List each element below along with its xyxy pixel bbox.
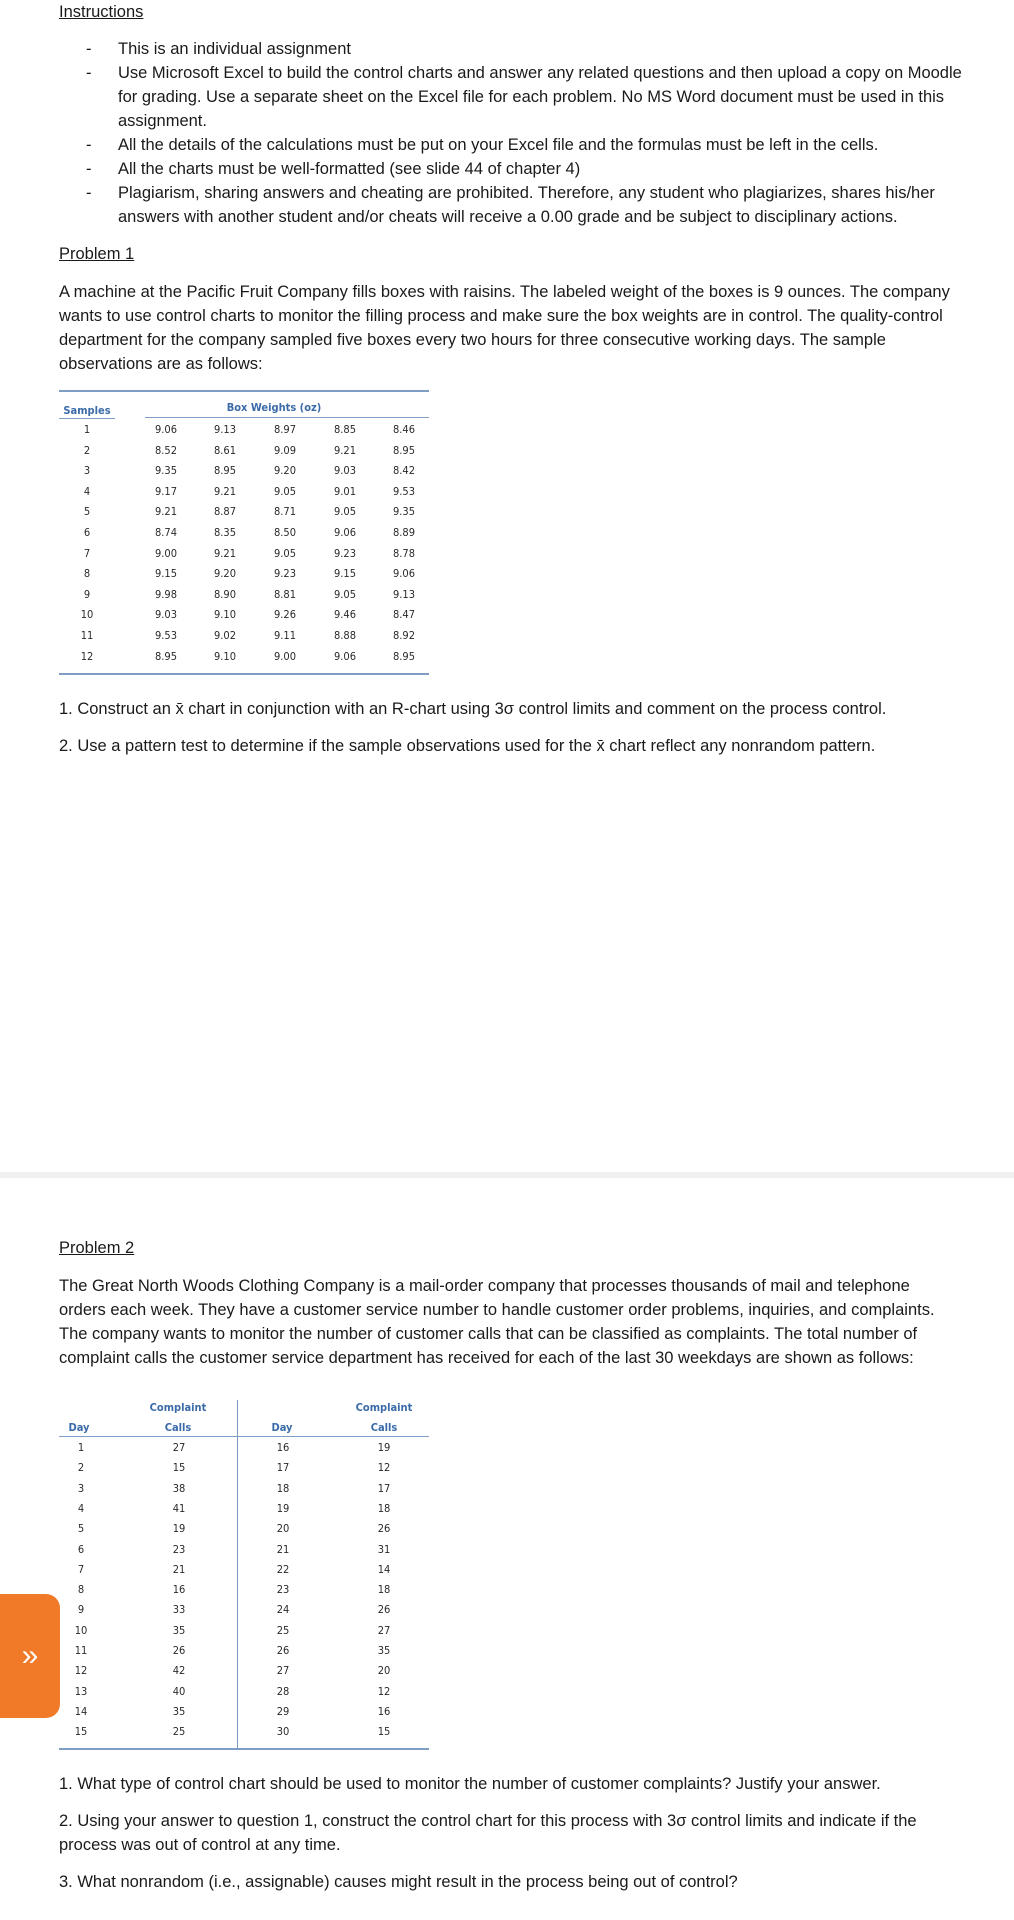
day-header-left: Day [68,1421,90,1434]
calls-header-left-line2: Calls [164,1421,192,1434]
sample-number-cell: 7 [83,546,91,560]
weight-cell: 9.53 [392,484,416,498]
weight-cell: 9.10 [213,608,237,622]
complaint-calls-cell: 26 [377,1603,391,1617]
day-cell: 29 [276,1704,290,1718]
sample-number-cell: 9 [83,587,91,601]
problem2-heading: Problem 2 [59,1239,135,1257]
sample-number-cell: 6 [83,526,91,539]
weight-cell: 9.10 [213,649,237,663]
weight-cell: 8.50 [273,526,297,539]
weight-cell: 9.21 [333,443,357,457]
weight-cell: 8.42 [392,464,416,478]
weight-cell: 9.01 [333,484,357,498]
calls-table-bottom-rule [59,1748,429,1750]
page-separator [0,1172,1014,1178]
complaint-calls-cell: 19 [377,1441,391,1454]
weight-cell: 8.71 [273,505,297,519]
sample-number-cell: 8 [83,567,91,581]
instructions-heading: Instructions [59,3,144,21]
problem1-text: A machine at the Pacific Fruit Company fills boxes with raisins. The labeled weight of the boxes is 9 ounces. The company wants to use control charts to monitor the filling process and make sure the box weights are in control. The quality-control department for the company sampled five boxes every two hours for three consecutive working days. The sample observations are as follows: [59,283,950,373]
complaint-calls-cell: 17 [377,1481,391,1495]
weight-cell: 9.13 [213,423,237,436]
instruction-item [86,181,966,229]
column-divider [237,1400,238,1748]
complaint-calls-cell: 41 [172,1501,186,1515]
day-cell: 17 [276,1461,290,1475]
sample-number-cell: 4 [83,484,91,498]
instruction-text: Use Microsoft Excel to build the control charts and answer any related questions and then upload a copy on Moodle for grading. Use a separate sheet on the Excel file for each problem. No MS Word document must be used in this assignment. [118,64,962,130]
weight-cell: 9.05 [273,484,297,498]
weight-cell: 9.00 [154,546,178,560]
day-cell: 30 [276,1725,290,1739]
weight-cell: 9.23 [273,567,297,581]
bullet-dash: - [86,64,92,82]
box-weights-table [59,390,429,675]
weight-cell: 8.81 [273,587,297,601]
day-cell: 23 [276,1583,290,1597]
weight-cell: 9.06 [333,526,357,539]
day-cell: 16 [276,1441,290,1454]
day-cell: 18 [276,1481,290,1495]
weight-cell: 9.02 [213,629,237,642]
instructions-list [86,37,966,229]
complaint-calls-cell: 12 [377,1461,391,1475]
complaint-calls-cell: 15 [377,1725,391,1739]
complaint-calls-cell: 27 [172,1441,186,1454]
weight-cell: 9.03 [333,464,357,478]
instruction-item [86,61,966,133]
day-cell: 27 [276,1664,290,1678]
weight-cell: 9.03 [154,608,178,622]
day-cell: 14 [74,1704,88,1718]
weight-cell: 8.46 [392,423,416,436]
weight-cell: 8.74 [154,526,178,539]
weight-cell: 8.97 [273,423,297,436]
double-chevron-right-icon: » [21,1639,39,1672]
day-cell: 11 [74,1644,88,1657]
weight-cell: 8.52 [154,443,178,457]
sample-number-cell: 3 [83,464,91,478]
complaint-calls-cell: 26 [172,1644,186,1657]
problem1-question-1: 1. Construct an x̄ chart in conjunction with an R-chart using 3σ control limits and comment on the process control. [59,700,887,718]
instruction-text: Plagiarism, sharing answers and cheating are prohibited. Therefore, any student who plagiarizes, shares his/her answers with another student and/or cheats will receive a 0.00 grade and be subject to disciplinary actions. [118,184,935,226]
problem2-question-3: 3. What nonrandom (i.e., assignable) causes might result in the process being out of control? [59,1873,738,1891]
complaint-calls-cell: 23 [172,1542,186,1556]
day-cell: 2 [77,1461,85,1475]
box-weights-header: Box Weights (oz) [226,401,322,414]
weight-cell: 9.23 [333,546,357,560]
sample-number-cell: 5 [83,505,91,519]
complaint-calls-cell: 35 [377,1644,391,1657]
day-cell: 4 [77,1501,85,1515]
weight-cell: 9.21 [154,505,178,519]
instruction-text: All the details of the calculations must be put on your Excel file and the formulas must be left in the cells. [118,136,879,154]
day-cell: 25 [276,1623,290,1637]
bullet-dash: - [86,160,92,178]
weight-cell: 9.35 [154,464,178,478]
problem1-heading: Problem 1 [59,245,135,263]
day-cell: 15 [74,1725,88,1739]
day-cell: 26 [276,1644,290,1657]
complaint-calls-cell: 18 [377,1501,391,1515]
problem2-question-1: 1. What type of control chart should be used to monitor the number of customer complaints? Justify your answer. [59,1775,881,1793]
complaint-calls-cell: 33 [172,1603,186,1617]
weight-cell: 9.20 [273,464,297,478]
day-cell: 1 [77,1441,85,1454]
expand-side-panel-button[interactable] [0,1594,60,1718]
day-cell: 9 [77,1603,85,1617]
weight-cell: 9.15 [154,567,178,581]
calls-header-rule [59,1436,429,1437]
weight-cell: 8.61 [213,443,237,457]
complaint-calls-cell: 19 [172,1522,186,1536]
sample-number-cell: 2 [83,443,91,457]
weight-cell: 8.35 [213,526,237,539]
weight-cell: 9.05 [333,505,357,519]
calls-header-left-line1: Complaint [149,1401,207,1414]
complaint-calls-cell: 26 [377,1522,391,1536]
day-cell: 19 [276,1501,290,1515]
problem2-question-2: 2. Using your answer to question 1, construct the control chart for this process with 3σ control limits and indicate if the process was out of control at any time. [59,1812,917,1854]
complaint-calls-cell: 14 [377,1562,391,1576]
weight-cell: 9.17 [154,484,178,498]
complaint-calls-cell: 20 [377,1664,391,1678]
day-cell: 5 [77,1522,85,1536]
complaint-calls-cell: 15 [172,1461,186,1475]
problem1-question-2: 2. Use a pattern test to determine if the sample observations used for the x̄ chart reflect any nonrandom pattern. [59,737,876,755]
weight-cell: 8.47 [392,608,416,622]
samples-header: Samples [63,404,111,417]
day-cell: 6 [77,1542,85,1556]
weight-cell: 9.98 [154,587,178,601]
calls-header-right-line2: Calls [370,1421,398,1434]
day-header-right: Day [271,1421,293,1434]
complaint-calls-cell: 35 [172,1623,186,1637]
weight-cell: 9.06 [154,423,178,436]
complaint-calls-cell: 38 [172,1481,186,1495]
day-cell: 3 [77,1481,85,1495]
weight-cell: 8.88 [333,629,357,642]
day-cell: 13 [74,1684,88,1698]
weight-cell: 8.78 [392,546,416,560]
day-cell: 10 [74,1623,88,1637]
weight-cell: 8.87 [213,505,237,519]
complaint-calls-cell: 42 [172,1664,186,1678]
complaint-calls-cell: 40 [172,1684,186,1698]
weight-cell: 9.21 [213,484,237,498]
weight-cell: 9.13 [392,587,416,601]
complaint-calls-cell: 31 [377,1542,391,1556]
weight-cell: 8.85 [333,423,357,436]
complaint-calls-cell: 16 [377,1704,391,1718]
problem2-text: The Great North Woods Clothing Company is a mail-order company that processes thousands of mail and telephone orders each week. They have a customer service number to handle customer order problems, inquiries, and complaints. The company wants to monitor the number of customer calls that can be classified as complaints. The total number of complaint calls the customer service department has received for each of the last 30 weekdays are shown as follows: [59,1277,935,1367]
sample-number-cell: 1 [83,423,91,436]
weight-cell: 9.11 [273,629,297,642]
day-cell: 24 [276,1603,290,1617]
weight-cell: 9.21 [213,546,237,560]
samples-header-rule [59,418,115,419]
instruction-text: This is an individual assignment [118,40,351,58]
weight-cell: 9.46 [333,608,357,622]
weight-cell: 9.00 [273,649,297,663]
day-cell: 28 [276,1684,290,1698]
complaint-calls-cell: 25 [172,1725,186,1739]
bullet-dash: - [86,40,92,58]
weight-cell: 8.95 [154,649,178,663]
calls-header-right-line1: Complaint [355,1401,413,1414]
instruction-item [86,37,966,61]
weight-cell: 8.89 [392,526,416,539]
instruction-item [86,157,966,181]
weight-cell: 8.90 [213,587,237,601]
weight-cell: 9.26 [273,608,297,622]
complaint-calls-cell: 27 [377,1623,391,1637]
bullet-dash: - [86,184,92,202]
day-cell: 7 [77,1562,85,1576]
complaint-calls-cell: 18 [377,1583,391,1597]
weight-cell: 8.92 [392,629,416,642]
complaint-calls-cell: 21 [172,1562,186,1576]
weight-cell: 9.05 [273,546,297,560]
day-cell: 22 [276,1562,290,1576]
weight-cell: 8.95 [392,649,416,663]
complaint-calls-table [59,1398,429,1750]
complaint-calls-cell: 12 [377,1684,391,1698]
weight-cell: 8.95 [392,443,416,457]
weight-cell: 9.09 [273,443,297,457]
instruction-text: All the charts must be well-formatted (see slide 44 of chapter 4) [118,160,581,178]
complaint-calls-cell: 16 [172,1583,186,1597]
weight-cell: 9.06 [333,649,357,663]
instruction-item [86,133,966,157]
day-cell: 12 [74,1664,88,1678]
weight-cell: 9.35 [392,505,416,519]
weight-cell: 9.20 [213,567,237,581]
table-bottom-rule [59,673,429,675]
day-cell: 8 [77,1583,85,1597]
day-cell: 21 [276,1542,290,1556]
weights-header-rule [145,417,429,418]
sample-number-cell: 12 [80,649,94,663]
bullet-dash: - [86,136,92,154]
weight-cell: 9.05 [333,587,357,601]
weight-cell: 9.53 [154,629,178,642]
weight-cell: 9.15 [333,567,357,581]
complaint-calls-cell: 35 [172,1704,186,1718]
sample-number-cell: 11 [80,629,94,642]
sample-number-cell: 10 [80,608,94,622]
day-cell: 20 [276,1522,290,1536]
table-top-rule [59,390,429,392]
weight-cell: 9.06 [392,567,416,581]
weight-cell: 8.95 [213,464,237,478]
